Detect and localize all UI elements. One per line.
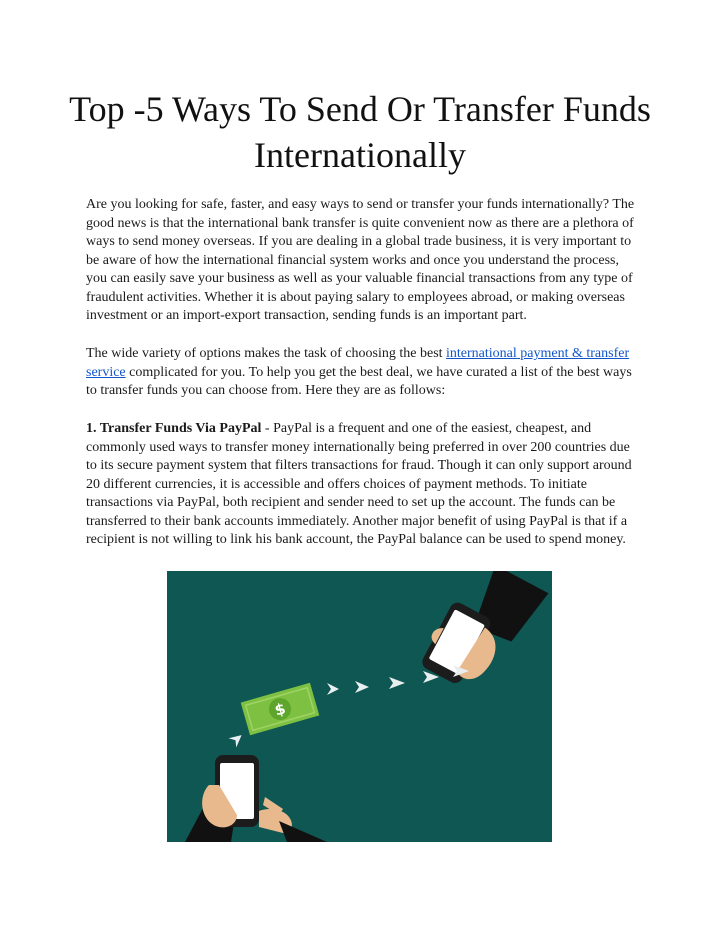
page-title: Top -5 Ways To Send Or Transfer Funds Internationally — [69, 89, 651, 175]
paypal-paragraph — [86, 420, 642, 550]
paypal-heading: 1. Transfer Funds Via PayPal — [86, 421, 262, 436]
dollar-sign-icon: $ — [272, 699, 288, 720]
options-text-before-link: The wide variety of options makes the task of choosing the best — [86, 346, 447, 361]
options-text-after-link: complicated for you. To help you get the best deal, we have curated a list of the best ways to transfer funds you can choose from. Here they are as follows: — [86, 364, 632, 398]
intro-paragraph: Are you looking for safe, faster, and easy ways to send or transfer your funds internationally? The good news is that the international bank transfer is quite convenient now as there are a plethora of ways to send money overseas. If you are dealing in a global trade business, it is very important to be aware of how the international financial system works and once you understand the process, you can easily save your business as well as your valuable financial transactions from any type of fraudulent activities. Whether it is about paying salary to employees abroad, or making overseas investment or an import-export transaction, sending funds is an important part. — [86, 197, 635, 323]
paypal-body: - PayPal is a frequent and one of the easiest, cheapest, and commonly used ways to transfer money internationally being preferred in over 200 countries due to its secure payment system that filters transactions for fraud. Though it can only support around 20 different currencies, it is accessible and offers choices of payment methods. To initiate transactions via PayPal, both recipient and sender need to set up the account. The funds can be transferred to their bank accounts immediately. Another major benefit of using PayPal is that if a recipient is not willing to link his bank account, the PayPal balance can be used to spend money. — [86, 421, 632, 547]
options-paragraph — [86, 345, 642, 401]
money-transfer-phones-illustration — [167, 571, 552, 842]
payment-service-link[interactable]: international payment & transfer service — [86, 346, 630, 380]
